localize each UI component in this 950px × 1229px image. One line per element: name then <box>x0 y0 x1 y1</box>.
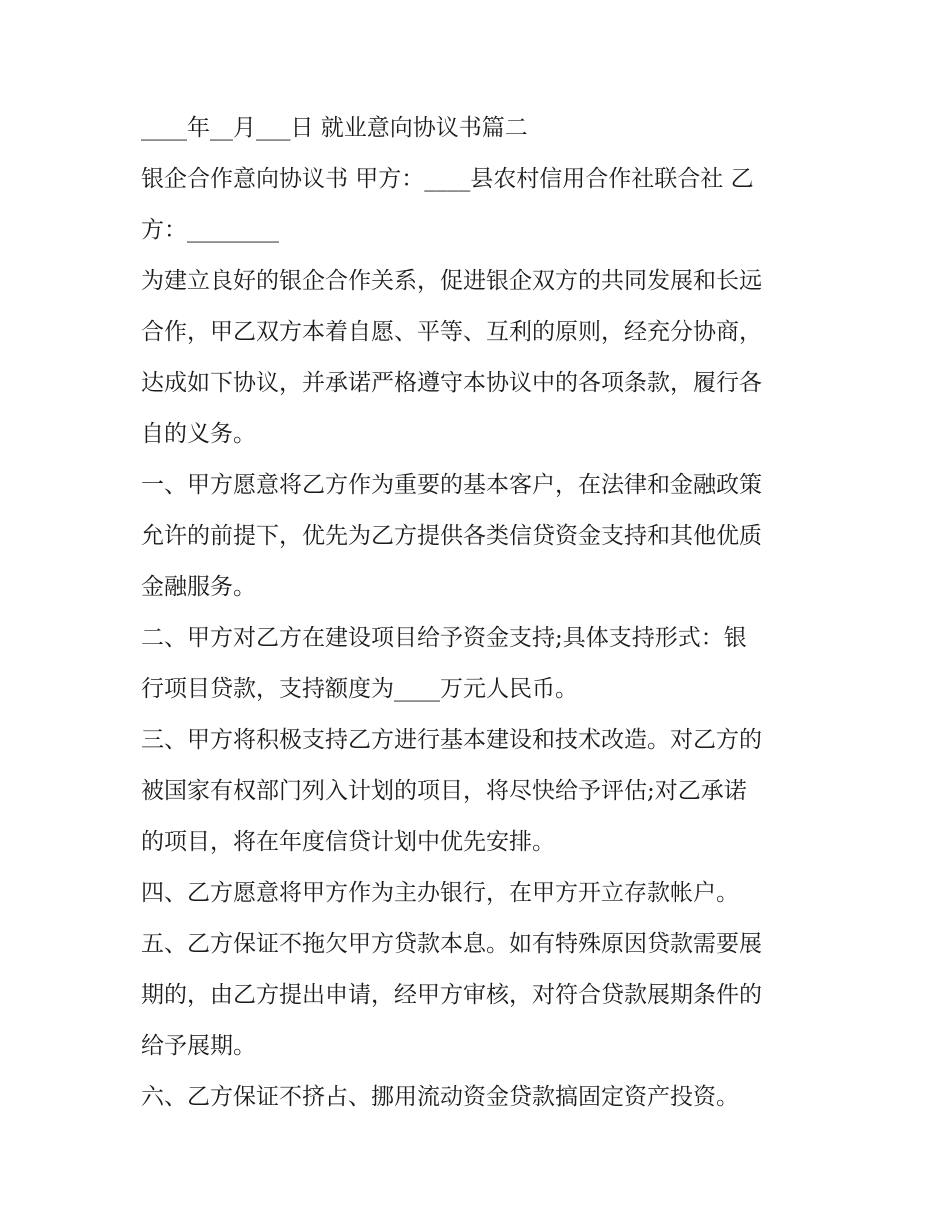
clause-2-line-2: 行项目贷款，支持额度为____万元人民币。 <box>141 676 578 702</box>
preamble-line-1: 为建立良好的银企合作关系，促进银企双方的共同发展和长远 <box>141 268 762 294</box>
clause-3-line-2: 被国家有权部门列入计划的项目，将尽快给予评估;对乙承诺 <box>141 778 747 804</box>
clause-2-line-1: 二、甲方对乙方在建设项目给予资金支持;具体支持形式：银 <box>141 625 747 651</box>
party-b-line: 方：________ <box>141 217 279 243</box>
clause-3-line-3: 的项目，将在年度信贷计划中优先安排。 <box>141 829 555 855</box>
preamble-line-3: 达成如下协议，并承诺严格遵守本协议中的各项条款，履行各 <box>141 370 762 396</box>
clause-3-line-1: 三、甲方将积极支持乙方进行基本建设和技术改造。对乙方的 <box>141 727 762 753</box>
clause-1-line-2: 允许的前提下，优先为乙方提供各类信贷资金支持和其他优质 <box>141 523 762 549</box>
clause-5-line-1: 五、乙方保证不拖欠甲方贷款本息。如有特殊原因贷款需要展 <box>141 931 762 957</box>
preamble-line-2: 合作，甲乙双方本着自愿、平等、互利的原则，经充分协商， <box>141 319 762 345</box>
clause-6-line-1: 六、乙方保证不挤占、挪用流动资金贷款搞固定资产投资。 <box>141 1084 739 1110</box>
clause-1-line-1: 一、甲方愿意将乙方作为重要的基本客户，在法律和金融政策 <box>141 472 762 498</box>
clause-1-line-3: 金融服务。 <box>141 574 256 600</box>
clause-5-line-3: 给予展期。 <box>141 1033 256 1059</box>
date-and-title-line: ____年__月___日 就业意向协议书篇二 <box>141 115 528 141</box>
clause-4-line-1: 四、乙方愿意将甲方作为主办银行，在甲方开立存款帐户。 <box>141 880 739 906</box>
preamble-line-4: 自的义务。 <box>141 421 256 447</box>
document-body <box>141 103 821 1123</box>
agreement-heading-line: 银企合作意向协议书 甲方：____县农村信用合作社联合社 乙 <box>141 166 754 192</box>
clause-5-line-2: 期的，由乙方提出申请，经甲方审核，对符合贷款展期条件的 <box>141 982 762 1008</box>
